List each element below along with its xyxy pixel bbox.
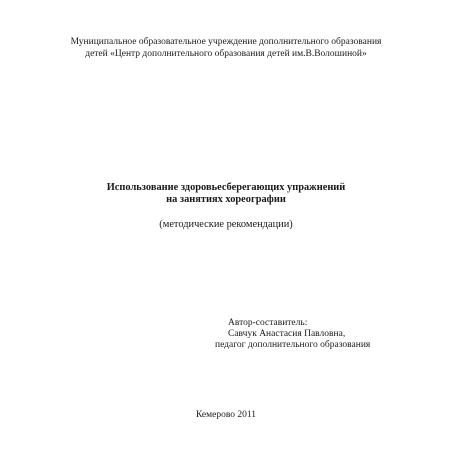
organization-name-line-2: детей «Центр дополнительного образования детей им.В.Волошиной» [85,49,367,59]
document-title-line-2: на занятиях хореографии [166,194,286,205]
author-name: Савчук Анастасия Павловна, [228,329,346,339]
author-position: педагог дополнительного образования [215,340,371,350]
document-subtitle: (методические рекомендации) [159,219,293,230]
city-year-footer: Кемерово 2011 [195,410,257,420]
author-role-label: Автор-составитель: [228,318,308,328]
organization-name-line-1: Муниципальное образовательное учреждение дополнительного образования [70,37,382,47]
document-title-line-1: Использование здоровьесберегающих упражнений [106,182,346,193]
